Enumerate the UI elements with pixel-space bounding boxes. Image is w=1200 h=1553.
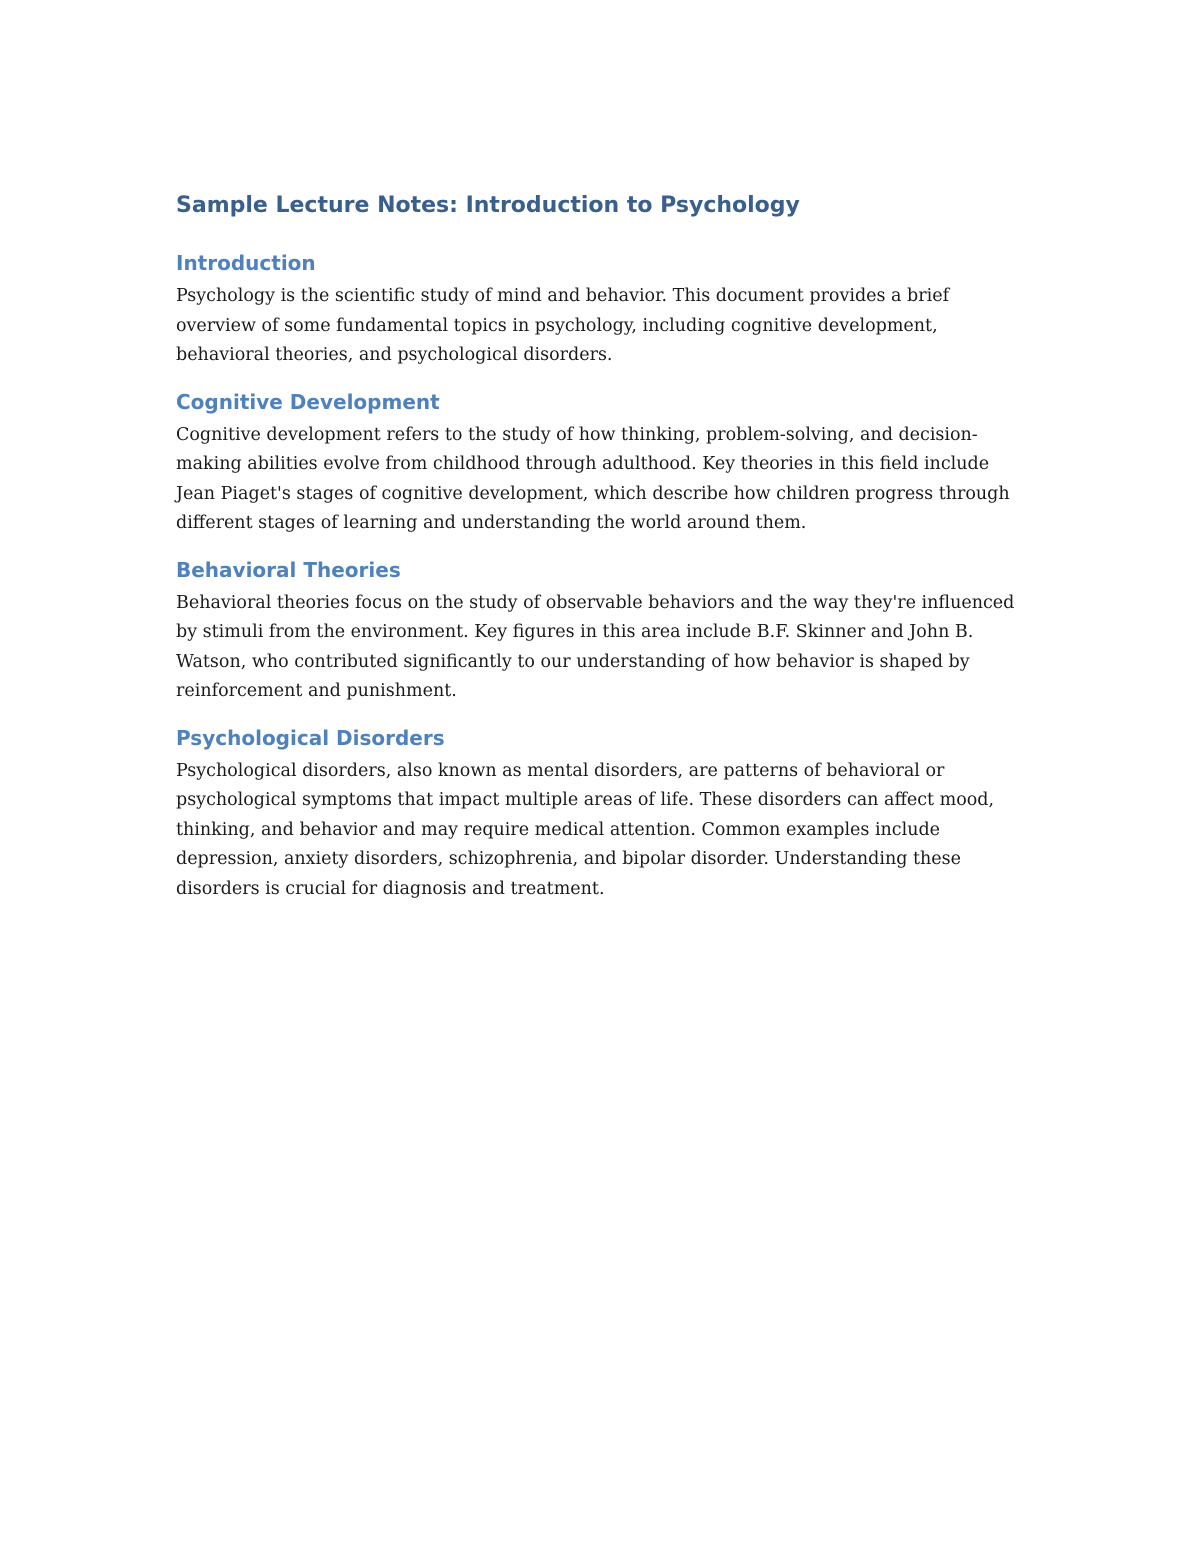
document-content	[176, 190, 1026, 920]
section-introduction	[176, 248, 1026, 371]
document-title: Sample Lecture Notes: Introduction to Psychology	[176, 193, 800, 218]
section-behavioral-theories	[176, 555, 1026, 707]
section-paragraph: Behavioral theories focus on the study of observable behaviors and the way they're influenced by stimuli from the environment. Key figures in this area include B.F. Skinner and John B. Watson, who contributed significantly to our understanding of how behavior is shaped by reinforcement and punishment.	[176, 592, 1015, 701]
section-cognitive-development	[176, 387, 1026, 539]
section-heading: Behavioral Theories	[176, 557, 401, 582]
section-psychological-disorders	[176, 723, 1026, 905]
section-heading: Cognitive Development	[176, 389, 440, 414]
section-heading: Introduction	[176, 251, 316, 275]
section-heading: Psychological Disorders	[176, 725, 445, 750]
section-paragraph: Psychology is the scientific study of mind and behavior. This document provides a brief overview of some fundamental topics in psychology, including cognitive development, behavioral theories, and psychological disorders.	[176, 286, 950, 365]
section-paragraph: Psychological disorders, also known as mental disorders, are patterns of behavioral or psychological symptoms that impact multiple areas of life. These disorders can affect mood, thinking, and behavior and may require medical attention. Common examples include depression, anxiety disorders, schizophrenia, and bipolar disorder. Understanding these disorders is crucial for diagnosis and treatment.	[176, 760, 995, 899]
section-paragraph: Cognitive development refers to the study of how thinking, problem-solving, and decision-making abilities evolve from childhood through adulthood. Key theories in this field include Jean Piaget's stages of cognitive development, which describe how children progress through different stages of learning and understanding the world around them.	[176, 424, 1010, 533]
